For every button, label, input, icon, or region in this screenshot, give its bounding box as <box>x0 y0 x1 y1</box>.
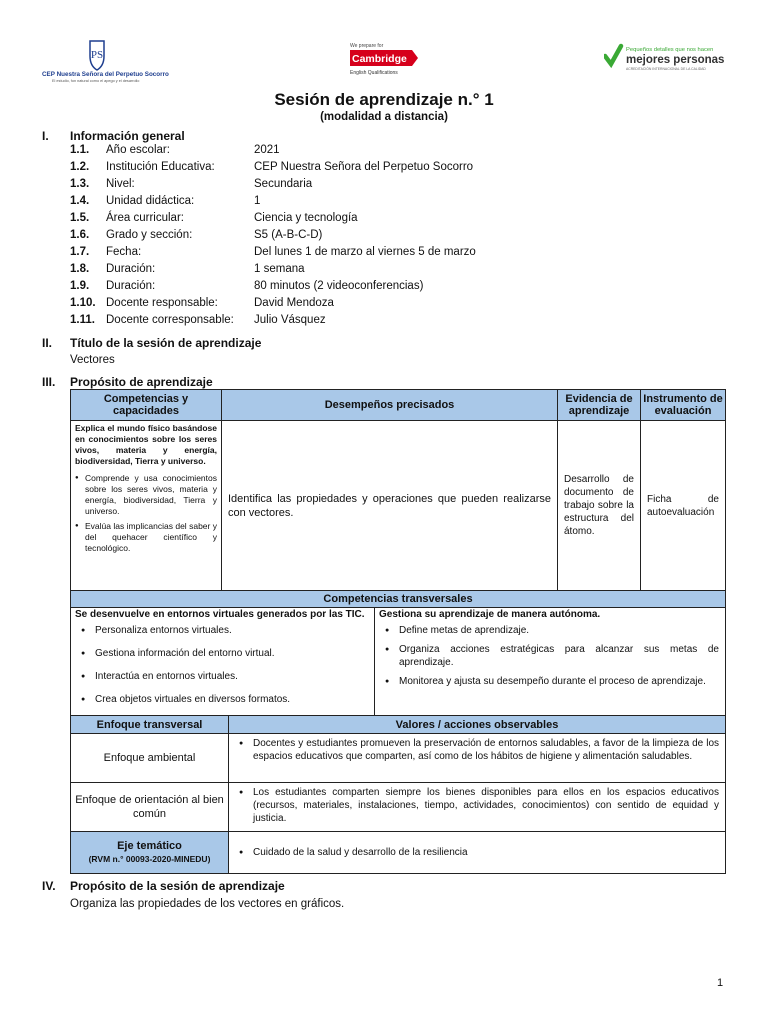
eje-sub: (RVM n.° 00093-2020-MINEDU) <box>88 853 211 864</box>
enfoque-name: Enfoque ambiental <box>71 734 229 783</box>
checkmark-icon <box>605 46 621 64</box>
tic-item: ● Crea objetos virtuales en diversos formatos. <box>77 693 368 706</box>
eje-value: ● Cuidado de la salud y desarrollo de la resiliencia <box>235 846 719 859</box>
svg-text:ACREDITACIÓN INTERNACIONAL DE: ACREDITACIÓN INTERNACIONAL DE LA CALIDAD <box>626 67 706 71</box>
enfoque-value-cell <box>229 783 726 832</box>
page-title: Sesión de aprendizaje n.° 1 <box>274 90 494 109</box>
header-instrumento: Instrumento de evaluación <box>641 390 726 421</box>
header-valores: Valores / acciones observables <box>229 716 726 734</box>
autonomo-item: ● Organiza acciones estratégicas para alcanzar sus metas de aprendizaje. <box>381 643 719 669</box>
autonomo-item: ● Monitorea y ajusta su desempeño durante el proceso de aprendizaje. <box>381 675 719 688</box>
tic-cell <box>71 608 375 721</box>
mejores-personas-logo <box>604 42 728 76</box>
eje-tematico-cell <box>71 832 229 874</box>
enfoque-name: Enfoque de orientación al bien común <box>71 783 229 832</box>
header-desempenos: Desempeños precisados <box>222 390 558 421</box>
enfoque-value-cell <box>229 734 726 783</box>
page-number: 1 <box>717 977 724 989</box>
tic-item: ● Personaliza entornos virtuales. <box>77 624 368 637</box>
page-header <box>0 38 768 88</box>
svg-text:Pequeños detalles que nos hace: Pequeños detalles que nos hacen <box>626 47 714 53</box>
enfoques-table <box>70 715 726 874</box>
tic-item: ● Gestiona información del entorno virtual. <box>77 647 368 660</box>
learning-purpose-table <box>70 389 726 591</box>
competencia-title: Explica el mundo físico basándose en conocimientos sobre los seres vivos, materia y energía, biodiversidad, Tierra y universo. <box>75 423 217 466</box>
header-enfoque: Enfoque transversal <box>71 716 229 734</box>
tic-item: ● Interactúa en entornos virtuales. <box>77 670 368 683</box>
shield-icon <box>42 38 172 84</box>
evidencia-cell: Desarrollo de documento de trabajo sobre la estructura del átomo. <box>558 421 641 591</box>
session-title-value: Vectores <box>70 354 115 366</box>
autonomo-title: Gestiona su aprendizaje de manera autónoma. <box>379 609 601 620</box>
eje-title: Eje temático <box>117 839 182 852</box>
autonomo-cell <box>375 608 726 721</box>
capacidad-item: ● Evalúa las implicancias del saber y del quehacer científico y tecnológico. <box>75 521 217 554</box>
desempeno-cell: Identifica las propiedades y operaciones que pueden realizarse con vectores. <box>222 421 558 591</box>
instrumento-cell: Ficha de autoevaluación <box>641 421 726 591</box>
autonomo-item: ● Define metas de aprendizaje. <box>381 624 719 637</box>
svg-text:mejores personas: mejores personas <box>626 54 725 66</box>
header-transversales: Competencias transversales <box>71 591 726 608</box>
svg-text:PS: PS <box>90 49 104 61</box>
header-competencias: Competencias y capacidades <box>71 390 222 421</box>
header-evidencia: Evidencia de aprendizaje <box>558 390 641 421</box>
page-subtitle: (modalidad a distancia) <box>320 111 448 123</box>
eje-value-cell <box>229 832 726 874</box>
competencia-cell <box>71 421 222 591</box>
svg-text:CEP Nuestra Señora del Perpetu: CEP Nuestra Señora del Perpetuo Socorro <box>42 71 169 78</box>
svg-text:El estudio, fon natural como e: El estudio, fon natural como el apego y el desarrollo <box>52 79 140 83</box>
transversal-competencies-table <box>70 590 726 721</box>
session-purpose-value: Organiza las propiedades de los vectores en gráficos. <box>70 898 345 910</box>
enfoque-value: ● Docentes y estudiantes promueven la preservación de entornos saludables, a favor de la limpieza de los espacios educativos que comparten, así como de los hábitos de higiene y alimentación saludables. <box>235 737 719 763</box>
enfoque-value: ● Los estudiantes comparten siempre los bienes disponibles para ellos en los espacios educativos (recursos, materiales, instalaciones, tiempo, actividades, conocimientos) con sentido de equidad y justicia. <box>235 786 719 825</box>
capacidad-item: ● Comprende y usa conocimientos sobre los seres vivos, materia y energía, biodiversidad, Tierra y universo. <box>75 473 217 517</box>
school-logo <box>42 38 172 84</box>
svg-text:Cambridge: Cambridge <box>352 53 407 65</box>
tic-title: Se desenvuelve en entornos virtuales generados por las TIC. <box>75 609 365 620</box>
cambridge-logo <box>348 40 428 80</box>
svg-text:We prepare for: We prepare for <box>350 43 384 49</box>
svg-text:English Qualifications: English Qualifications <box>350 70 398 76</box>
